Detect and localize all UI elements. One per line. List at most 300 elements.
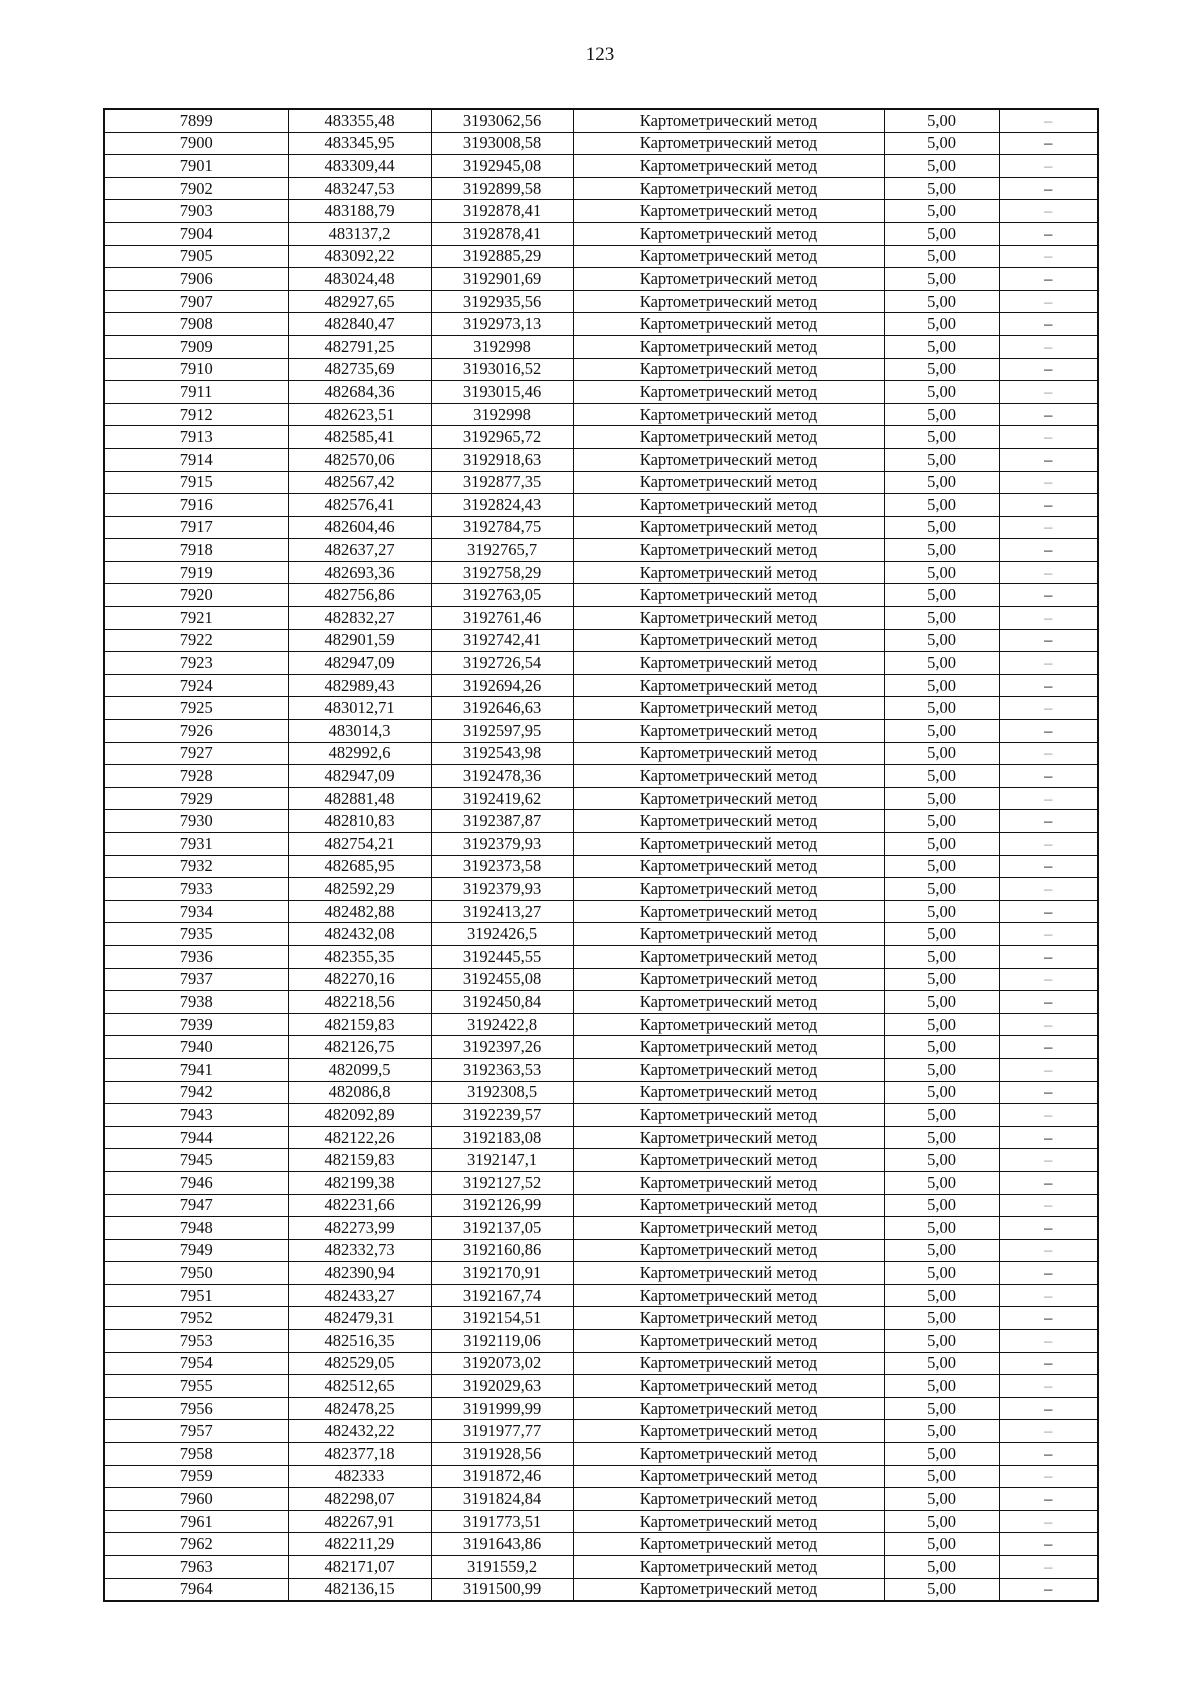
accuracy-cell: 5,00 xyxy=(884,1058,999,1081)
x-coordinate-cell: 482735,69 xyxy=(288,358,431,381)
accuracy-cell: 5,00 xyxy=(884,1510,999,1533)
table-row xyxy=(104,945,1098,968)
x-coordinate-cell: 482947,09 xyxy=(288,765,431,788)
accuracy-cell: 5,00 xyxy=(884,155,999,178)
method-cell: Картометрический метод xyxy=(573,494,884,517)
x-coordinate-cell: 482211,29 xyxy=(288,1533,431,1556)
method-cell: Картометрический метод xyxy=(573,290,884,313)
point-number-cell: 7914 xyxy=(104,448,288,471)
point-number-cell: 7961 xyxy=(104,1510,288,1533)
note-cell: – xyxy=(999,652,1098,675)
method-cell: Картометрический метод xyxy=(573,1307,884,1330)
point-number-cell: 7956 xyxy=(104,1397,288,1420)
point-number-cell: 7942 xyxy=(104,1081,288,1104)
table-row xyxy=(104,1375,1098,1398)
point-number-cell: 7957 xyxy=(104,1420,288,1443)
point-number-cell: 7909 xyxy=(104,335,288,358)
accuracy-cell: 5,00 xyxy=(884,720,999,743)
x-coordinate-cell: 483092,22 xyxy=(288,245,431,268)
note-cell: – xyxy=(999,787,1098,810)
accuracy-cell: 5,00 xyxy=(884,1126,999,1149)
note-cell: – xyxy=(999,200,1098,223)
point-number-cell: 7935 xyxy=(104,923,288,946)
point-number-cell: 7930 xyxy=(104,810,288,833)
point-number-cell: 7938 xyxy=(104,991,288,1014)
point-number-cell: 7905 xyxy=(104,245,288,268)
y-coordinate-cell: 3191500,99 xyxy=(431,1578,573,1601)
accuracy-cell: 5,00 xyxy=(884,1217,999,1240)
accuracy-cell: 5,00 xyxy=(884,200,999,223)
x-coordinate-cell: 482684,36 xyxy=(288,381,431,404)
x-coordinate-cell: 482810,83 xyxy=(288,810,431,833)
x-coordinate-cell: 482529,05 xyxy=(288,1352,431,1375)
table-row xyxy=(104,1533,1098,1556)
method-cell: Картометрический метод xyxy=(573,358,884,381)
note-cell: – xyxy=(999,335,1098,358)
note-cell: – xyxy=(999,132,1098,155)
method-cell: Картометрический метод xyxy=(573,313,884,336)
y-coordinate-cell: 3192694,26 xyxy=(431,674,573,697)
accuracy-cell: 5,00 xyxy=(884,584,999,607)
x-coordinate-cell: 482604,46 xyxy=(288,516,431,539)
note-cell: – xyxy=(999,968,1098,991)
table-body xyxy=(104,109,1098,1601)
accuracy-cell: 5,00 xyxy=(884,245,999,268)
accuracy-cell: 5,00 xyxy=(884,1284,999,1307)
y-coordinate-cell: 3192597,95 xyxy=(431,720,573,743)
x-coordinate-cell: 482927,65 xyxy=(288,290,431,313)
note-cell: – xyxy=(999,1578,1098,1601)
y-coordinate-cell: 3192784,75 xyxy=(431,516,573,539)
x-coordinate-cell: 482592,29 xyxy=(288,878,431,901)
method-cell: Картометрический метод xyxy=(573,1375,884,1398)
method-cell: Картометрический метод xyxy=(573,155,884,178)
accuracy-cell: 5,00 xyxy=(884,968,999,991)
y-coordinate-cell: 3192445,55 xyxy=(431,945,573,968)
table-row xyxy=(104,968,1098,991)
point-number-cell: 7906 xyxy=(104,268,288,291)
y-coordinate-cell: 3192765,7 xyxy=(431,539,573,562)
table-row xyxy=(104,381,1098,404)
method-cell: Картометрический метод xyxy=(573,1104,884,1127)
accuracy-cell: 5,00 xyxy=(884,991,999,1014)
y-coordinate-cell: 3192998 xyxy=(431,403,573,426)
point-number-cell: 7943 xyxy=(104,1104,288,1127)
table-row xyxy=(104,878,1098,901)
x-coordinate-cell: 482199,38 xyxy=(288,1171,431,1194)
y-coordinate-cell: 3191773,51 xyxy=(431,1510,573,1533)
x-coordinate-cell: 482947,09 xyxy=(288,652,431,675)
x-coordinate-cell: 482267,91 xyxy=(288,1510,431,1533)
note-cell: – xyxy=(999,1556,1098,1579)
point-number-cell: 7931 xyxy=(104,833,288,856)
x-coordinate-cell: 482377,18 xyxy=(288,1443,431,1466)
point-number-cell: 7952 xyxy=(104,1307,288,1330)
method-cell: Картометрический метод xyxy=(573,900,884,923)
method-cell: Картометрический метод xyxy=(573,1352,884,1375)
table-row xyxy=(104,1171,1098,1194)
y-coordinate-cell: 3193008,58 xyxy=(431,132,573,155)
note-cell: – xyxy=(999,1217,1098,1240)
y-coordinate-cell: 3192918,63 xyxy=(431,448,573,471)
y-coordinate-cell: 3192877,35 xyxy=(431,471,573,494)
note-cell: – xyxy=(999,561,1098,584)
x-coordinate-cell: 482159,83 xyxy=(288,1013,431,1036)
point-number-cell: 7946 xyxy=(104,1171,288,1194)
point-number-cell: 7964 xyxy=(104,1578,288,1601)
table-row xyxy=(104,1465,1098,1488)
point-number-cell: 7927 xyxy=(104,742,288,765)
method-cell: Картометрический метод xyxy=(573,742,884,765)
table-row xyxy=(104,765,1098,788)
table-row xyxy=(104,426,1098,449)
method-cell: Картометрический метод xyxy=(573,222,884,245)
x-coordinate-cell: 482623,51 xyxy=(288,403,431,426)
method-cell: Картометрический метод xyxy=(573,1556,884,1579)
accuracy-cell: 5,00 xyxy=(884,674,999,697)
table-row xyxy=(104,313,1098,336)
table-row xyxy=(104,742,1098,765)
note-cell: – xyxy=(999,290,1098,313)
accuracy-cell: 5,00 xyxy=(884,1307,999,1330)
y-coordinate-cell: 3192450,84 xyxy=(431,991,573,1014)
method-cell: Картометрический метод xyxy=(573,1330,884,1353)
table-row xyxy=(104,1149,1098,1172)
method-cell: Картометрический метод xyxy=(573,403,884,426)
accuracy-cell: 5,00 xyxy=(884,878,999,901)
accuracy-cell: 5,00 xyxy=(884,1104,999,1127)
y-coordinate-cell: 3192239,57 xyxy=(431,1104,573,1127)
method-cell: Картометрический метод xyxy=(573,1036,884,1059)
point-number-cell: 7954 xyxy=(104,1352,288,1375)
accuracy-cell: 5,00 xyxy=(884,177,999,200)
point-number-cell: 7911 xyxy=(104,381,288,404)
method-cell: Картометрический метод xyxy=(573,674,884,697)
y-coordinate-cell: 3192167,74 xyxy=(431,1284,573,1307)
x-coordinate-cell: 482693,36 xyxy=(288,561,431,584)
y-coordinate-cell: 3192397,26 xyxy=(431,1036,573,1059)
accuracy-cell: 5,00 xyxy=(884,109,999,132)
note-cell: – xyxy=(999,268,1098,291)
x-coordinate-cell: 483012,71 xyxy=(288,697,431,720)
point-number-cell: 7941 xyxy=(104,1058,288,1081)
accuracy-cell: 5,00 xyxy=(884,1578,999,1601)
table-row xyxy=(104,1488,1098,1511)
table-row xyxy=(104,290,1098,313)
note-cell: – xyxy=(999,245,1098,268)
method-cell: Картометрический метод xyxy=(573,765,884,788)
accuracy-cell: 5,00 xyxy=(884,539,999,562)
table-row xyxy=(104,245,1098,268)
note-cell: – xyxy=(999,1104,1098,1127)
y-coordinate-cell: 3192998 xyxy=(431,335,573,358)
method-cell: Картометрический метод xyxy=(573,787,884,810)
table-row xyxy=(104,810,1098,833)
note-cell: – xyxy=(999,855,1098,878)
accuracy-cell: 5,00 xyxy=(884,833,999,856)
x-coordinate-cell: 482479,31 xyxy=(288,1307,431,1330)
point-number-cell: 7917 xyxy=(104,516,288,539)
method-cell: Картометрический метод xyxy=(573,1194,884,1217)
note-cell: – xyxy=(999,1420,1098,1443)
y-coordinate-cell: 3192973,13 xyxy=(431,313,573,336)
note-cell: – xyxy=(999,1262,1098,1285)
table-row xyxy=(104,1217,1098,1240)
x-coordinate-cell: 483309,44 xyxy=(288,155,431,178)
x-coordinate-cell: 483014,3 xyxy=(288,720,431,743)
y-coordinate-cell: 3192419,62 xyxy=(431,787,573,810)
x-coordinate-cell: 482754,21 xyxy=(288,833,431,856)
method-cell: Картометрический метод xyxy=(573,945,884,968)
table-row xyxy=(104,177,1098,200)
accuracy-cell: 5,00 xyxy=(884,1149,999,1172)
point-number-cell: 7937 xyxy=(104,968,288,991)
accuracy-cell: 5,00 xyxy=(884,561,999,584)
accuracy-cell: 5,00 xyxy=(884,335,999,358)
y-coordinate-cell: 3192455,08 xyxy=(431,968,573,991)
method-cell: Картометрический метод xyxy=(573,1443,884,1466)
method-cell: Картометрический метод xyxy=(573,697,884,720)
accuracy-cell: 5,00 xyxy=(884,1556,999,1579)
point-number-cell: 7902 xyxy=(104,177,288,200)
method-cell: Картометрический метод xyxy=(573,1510,884,1533)
table-row xyxy=(104,1036,1098,1059)
note-cell: – xyxy=(999,1510,1098,1533)
table-row xyxy=(104,1013,1098,1036)
x-coordinate-cell: 483137,2 xyxy=(288,222,431,245)
point-number-cell: 7950 xyxy=(104,1262,288,1285)
method-cell: Картометрический метод xyxy=(573,991,884,1014)
accuracy-cell: 5,00 xyxy=(884,1465,999,1488)
method-cell: Картометрический метод xyxy=(573,720,884,743)
note-cell: – xyxy=(999,177,1098,200)
x-coordinate-cell: 483188,79 xyxy=(288,200,431,223)
y-coordinate-cell: 3191872,46 xyxy=(431,1465,573,1488)
table-row xyxy=(104,494,1098,517)
x-coordinate-cell: 482433,27 xyxy=(288,1284,431,1307)
note-cell: – xyxy=(999,313,1098,336)
method-cell: Картометрический метод xyxy=(573,833,884,856)
method-cell: Картометрический метод xyxy=(573,584,884,607)
accuracy-cell: 5,00 xyxy=(884,471,999,494)
note-cell: – xyxy=(999,381,1098,404)
note-cell: – xyxy=(999,1171,1098,1194)
table-row xyxy=(104,607,1098,630)
point-number-cell: 7945 xyxy=(104,1149,288,1172)
method-cell: Картометрический метод xyxy=(573,109,884,132)
table-row xyxy=(104,629,1098,652)
note-cell: – xyxy=(999,516,1098,539)
x-coordinate-cell: 482298,07 xyxy=(288,1488,431,1511)
point-number-cell: 7933 xyxy=(104,878,288,901)
point-number-cell: 7919 xyxy=(104,561,288,584)
table-row xyxy=(104,403,1098,426)
note-cell: – xyxy=(999,833,1098,856)
method-cell: Картометрический метод xyxy=(573,335,884,358)
point-number-cell: 7921 xyxy=(104,607,288,630)
x-coordinate-cell: 482432,22 xyxy=(288,1420,431,1443)
accuracy-cell: 5,00 xyxy=(884,1533,999,1556)
table-row xyxy=(104,720,1098,743)
table-row xyxy=(104,1262,1098,1285)
y-coordinate-cell: 3191977,77 xyxy=(431,1420,573,1443)
note-cell: – xyxy=(999,1330,1098,1353)
x-coordinate-cell: 482390,94 xyxy=(288,1262,431,1285)
x-coordinate-cell: 482576,41 xyxy=(288,494,431,517)
accuracy-cell: 5,00 xyxy=(884,1036,999,1059)
point-number-cell: 7901 xyxy=(104,155,288,178)
y-coordinate-cell: 3192422,8 xyxy=(431,1013,573,1036)
x-coordinate-cell: 482332,73 xyxy=(288,1239,431,1262)
accuracy-cell: 5,00 xyxy=(884,381,999,404)
y-coordinate-cell: 3192945,08 xyxy=(431,155,573,178)
note-cell: – xyxy=(999,900,1098,923)
y-coordinate-cell: 3192379,93 xyxy=(431,878,573,901)
point-number-cell: 7903 xyxy=(104,200,288,223)
note-cell: – xyxy=(999,448,1098,471)
table-row xyxy=(104,539,1098,562)
x-coordinate-cell: 482099,5 xyxy=(288,1058,431,1081)
y-coordinate-cell: 3192878,41 xyxy=(431,200,573,223)
table-row xyxy=(104,855,1098,878)
accuracy-cell: 5,00 xyxy=(884,358,999,381)
y-coordinate-cell: 3192379,93 xyxy=(431,833,573,856)
table-row xyxy=(104,448,1098,471)
table-row xyxy=(104,697,1098,720)
point-number-cell: 7929 xyxy=(104,787,288,810)
point-number-cell: 7920 xyxy=(104,584,288,607)
table-row xyxy=(104,1104,1098,1127)
y-coordinate-cell: 3192543,98 xyxy=(431,742,573,765)
point-number-cell: 7963 xyxy=(104,1556,288,1579)
point-number-cell: 7936 xyxy=(104,945,288,968)
method-cell: Картометрический метод xyxy=(573,539,884,562)
x-coordinate-cell: 482791,25 xyxy=(288,335,431,358)
method-cell: Картометрический метод xyxy=(573,1397,884,1420)
accuracy-cell: 5,00 xyxy=(884,1194,999,1217)
method-cell: Картометрический метод xyxy=(573,516,884,539)
note-cell: – xyxy=(999,697,1098,720)
note-cell: – xyxy=(999,607,1098,630)
accuracy-cell: 5,00 xyxy=(884,1375,999,1398)
table-row xyxy=(104,923,1098,946)
y-coordinate-cell: 3192073,02 xyxy=(431,1352,573,1375)
table-row xyxy=(104,358,1098,381)
y-coordinate-cell: 3192147,1 xyxy=(431,1149,573,1172)
x-coordinate-cell: 482685,95 xyxy=(288,855,431,878)
note-cell: – xyxy=(999,765,1098,788)
y-coordinate-cell: 3192363,53 xyxy=(431,1058,573,1081)
note-cell: – xyxy=(999,945,1098,968)
y-coordinate-cell: 3192935,56 xyxy=(431,290,573,313)
note-cell: – xyxy=(999,1013,1098,1036)
y-coordinate-cell: 3192885,29 xyxy=(431,245,573,268)
table-row xyxy=(104,652,1098,675)
y-coordinate-cell: 3193015,46 xyxy=(431,381,573,404)
method-cell: Картометрический метод xyxy=(573,471,884,494)
method-cell: Картометрический метод xyxy=(573,245,884,268)
point-number-cell: 7900 xyxy=(104,132,288,155)
accuracy-cell: 5,00 xyxy=(884,607,999,630)
y-coordinate-cell: 3191999,99 xyxy=(431,1397,573,1420)
note-cell: – xyxy=(999,1081,1098,1104)
method-cell: Картометрический метод xyxy=(573,132,884,155)
x-coordinate-cell: 482567,42 xyxy=(288,471,431,494)
x-coordinate-cell: 482516,35 xyxy=(288,1330,431,1353)
y-coordinate-cell: 3192387,87 xyxy=(431,810,573,833)
note-cell: – xyxy=(999,1058,1098,1081)
table-row xyxy=(104,132,1098,155)
point-number-cell: 7955 xyxy=(104,1375,288,1398)
method-cell: Картометрический метод xyxy=(573,810,884,833)
method-cell: Картометрический метод xyxy=(573,1149,884,1172)
x-coordinate-cell: 482585,41 xyxy=(288,426,431,449)
point-number-cell: 7962 xyxy=(104,1533,288,1556)
accuracy-cell: 5,00 xyxy=(884,1443,999,1466)
y-coordinate-cell: 3193062,56 xyxy=(431,109,573,132)
x-coordinate-cell: 482270,16 xyxy=(288,968,431,991)
table-row xyxy=(104,1443,1098,1466)
x-coordinate-cell: 482086,8 xyxy=(288,1081,431,1104)
x-coordinate-cell: 482231,66 xyxy=(288,1194,431,1217)
note-cell: – xyxy=(999,1488,1098,1511)
point-number-cell: 7907 xyxy=(104,290,288,313)
point-number-cell: 7908 xyxy=(104,313,288,336)
y-coordinate-cell: 3192127,52 xyxy=(431,1171,573,1194)
table-row xyxy=(104,516,1098,539)
y-coordinate-cell: 3192763,05 xyxy=(431,584,573,607)
accuracy-cell: 5,00 xyxy=(884,1330,999,1353)
y-coordinate-cell: 3192426,5 xyxy=(431,923,573,946)
y-coordinate-cell: 3192646,63 xyxy=(431,697,573,720)
accuracy-cell: 5,00 xyxy=(884,1352,999,1375)
note-cell: – xyxy=(999,810,1098,833)
note-cell: – xyxy=(999,1352,1098,1375)
x-coordinate-cell: 482171,07 xyxy=(288,1556,431,1579)
x-coordinate-cell: 483355,48 xyxy=(288,109,431,132)
note-cell: – xyxy=(999,991,1098,1014)
note-cell: – xyxy=(999,1239,1098,1262)
y-coordinate-cell: 3192901,69 xyxy=(431,268,573,291)
point-number-cell: 7934 xyxy=(104,900,288,923)
x-coordinate-cell: 482756,86 xyxy=(288,584,431,607)
table-row xyxy=(104,1058,1098,1081)
accuracy-cell: 5,00 xyxy=(884,697,999,720)
note-cell: – xyxy=(999,1443,1098,1466)
accuracy-cell: 5,00 xyxy=(884,516,999,539)
accuracy-cell: 5,00 xyxy=(884,1262,999,1285)
table-row xyxy=(104,787,1098,810)
table-row xyxy=(104,1397,1098,1420)
y-coordinate-cell: 3192119,06 xyxy=(431,1330,573,1353)
table-row xyxy=(104,222,1098,245)
y-coordinate-cell: 3191643,86 xyxy=(431,1533,573,1556)
point-number-cell: 7960 xyxy=(104,1488,288,1511)
method-cell: Картометрический метод xyxy=(573,1013,884,1036)
method-cell: Картометрический метод xyxy=(573,1239,884,1262)
point-number-cell: 7922 xyxy=(104,629,288,652)
table-row xyxy=(104,1578,1098,1601)
method-cell: Картометрический метод xyxy=(573,1262,884,1285)
method-cell: Картометрический метод xyxy=(573,968,884,991)
x-coordinate-cell: 483247,53 xyxy=(288,177,431,200)
accuracy-cell: 5,00 xyxy=(884,1171,999,1194)
y-coordinate-cell: 3192183,08 xyxy=(431,1126,573,1149)
point-number-cell: 7926 xyxy=(104,720,288,743)
table-row xyxy=(104,584,1098,607)
x-coordinate-cell: 482512,65 xyxy=(288,1375,431,1398)
page-number: 123 xyxy=(585,44,615,65)
